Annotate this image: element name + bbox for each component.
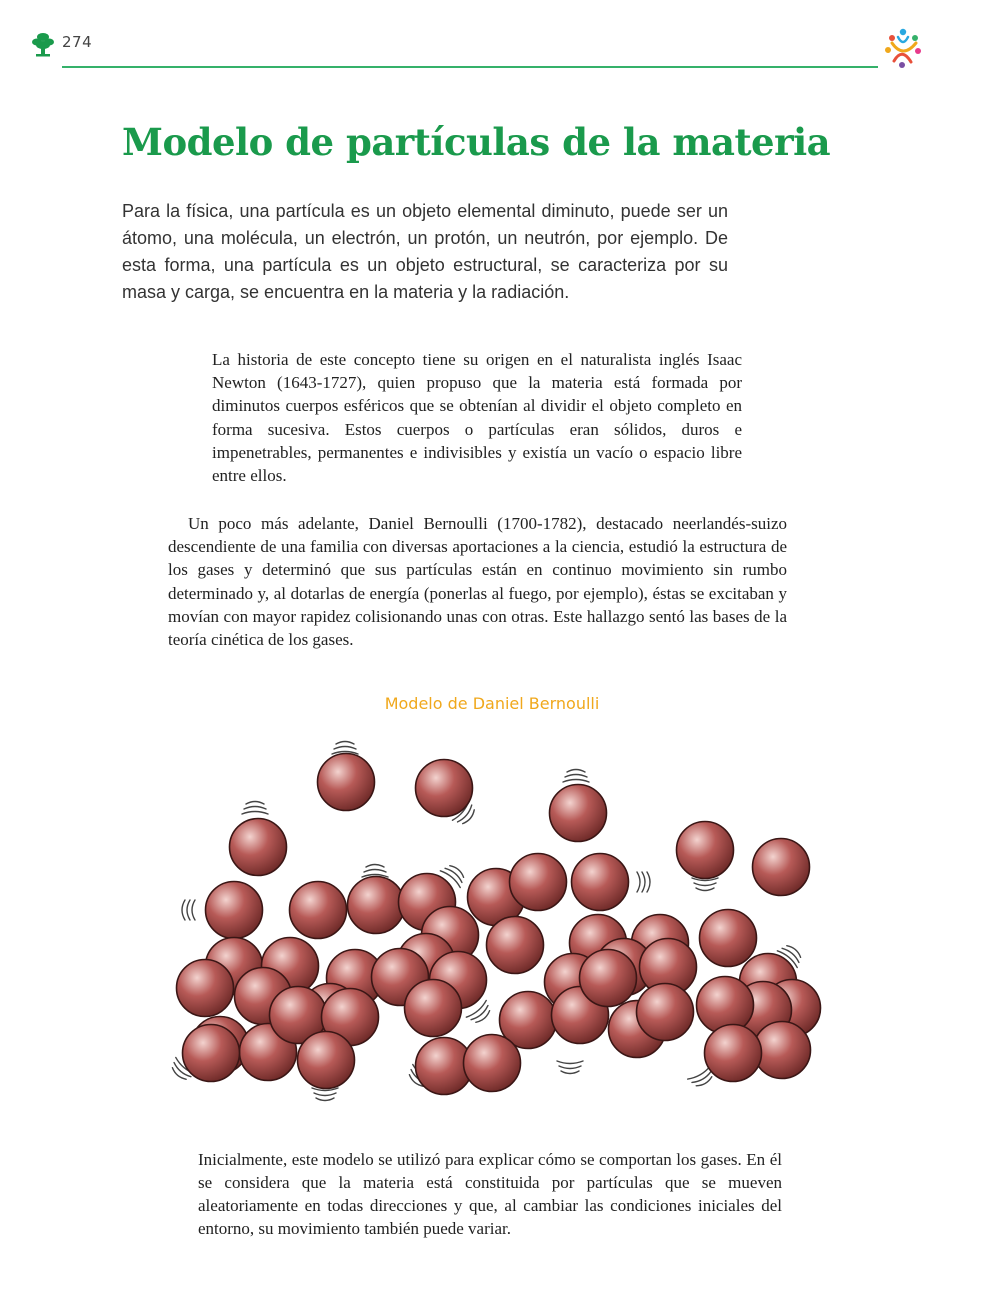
bernoulli-particle-illustration (150, 722, 840, 1127)
motion-lines (362, 865, 388, 878)
particle (177, 960, 234, 1017)
particle (405, 980, 462, 1037)
figures-logo-icon (880, 25, 926, 71)
particle (183, 1025, 240, 1082)
particle (416, 760, 473, 817)
figure-title: Modelo de Daniel Bernoulli (384, 694, 600, 713)
motion-lines (312, 1088, 338, 1101)
bernoulli-paragraph: Un poco más adelante, Daniel Bernoulli (1700-1782), destacado neerlandés-suizo descendiente de una familia con diversas aportaciones a la ciencia, estudió la estructura de los gases y determinó que sus partículas están en continuo movimiento sin rumbo determinado y, al dotarlas de energía (ponerlas al fuego, por ejemplo), éstas se excitaban y movían con mayor rapidez colisionando unas con otras. Este hallazgo sentó las bases de la teoría cinética de los gases. (168, 514, 787, 650)
motion-lines (557, 1061, 583, 1074)
intro-paragraph: Para la física, una partícula es un objeto elemental diminuto, puede ser un átomo, una molécula, un electrón, un protón, un neutrón, por ejemplo. De esta forma, una partícula es un objeto estructural, se caracteriza por su masa y carga, se encuentra en la materia y la radiación. (122, 201, 728, 302)
motion-lines (182, 900, 195, 920)
particle (700, 910, 757, 967)
motion-lines (637, 872, 650, 892)
tree-icon (32, 32, 54, 58)
particle (298, 1032, 355, 1089)
page-title: Modelo de partículas de la materia (122, 120, 831, 164)
particle (637, 984, 694, 1041)
particle (677, 822, 734, 879)
particle (230, 819, 287, 876)
particle (464, 1035, 521, 1092)
particle (572, 854, 629, 911)
particle (550, 785, 607, 842)
particle (487, 917, 544, 974)
particle (290, 882, 347, 939)
particle (753, 839, 810, 896)
particle (348, 877, 405, 934)
motion-lines (332, 742, 358, 755)
closing-paragraph: Inicialmente, este modelo se utilizó para explicar cómo se comportan los gases. En él se considera que la materia está constituida por partículas que se mueven aleatoriamente en todas direcciones y que, al cambiar las condiciones iniciales del entorno, su movimiento también puede variar. (198, 1150, 782, 1238)
header-rule (62, 66, 878, 68)
particle (510, 854, 567, 911)
particle (705, 1025, 762, 1082)
motion-lines (242, 802, 268, 815)
particle (580, 950, 637, 1007)
particle (206, 882, 263, 939)
motion-lines (563, 770, 589, 783)
motion-lines (692, 878, 718, 891)
page-number: 274 (62, 33, 93, 51)
newton-paragraph: La historia de este concepto tiene su origen en el naturalista inglés Isaac Newton (1643-1727), quien propuso que la materia está formada por diminutos cuerpos esféricos que se obtenían al dividir el objeto completo en forma sucesiva. Estos cuerpos o partículas eran sólidos, duros e impenetrables, permanentes e indivisibles y existía un vacío o espacio libre entre ellos. (212, 350, 742, 486)
particle (318, 754, 375, 811)
